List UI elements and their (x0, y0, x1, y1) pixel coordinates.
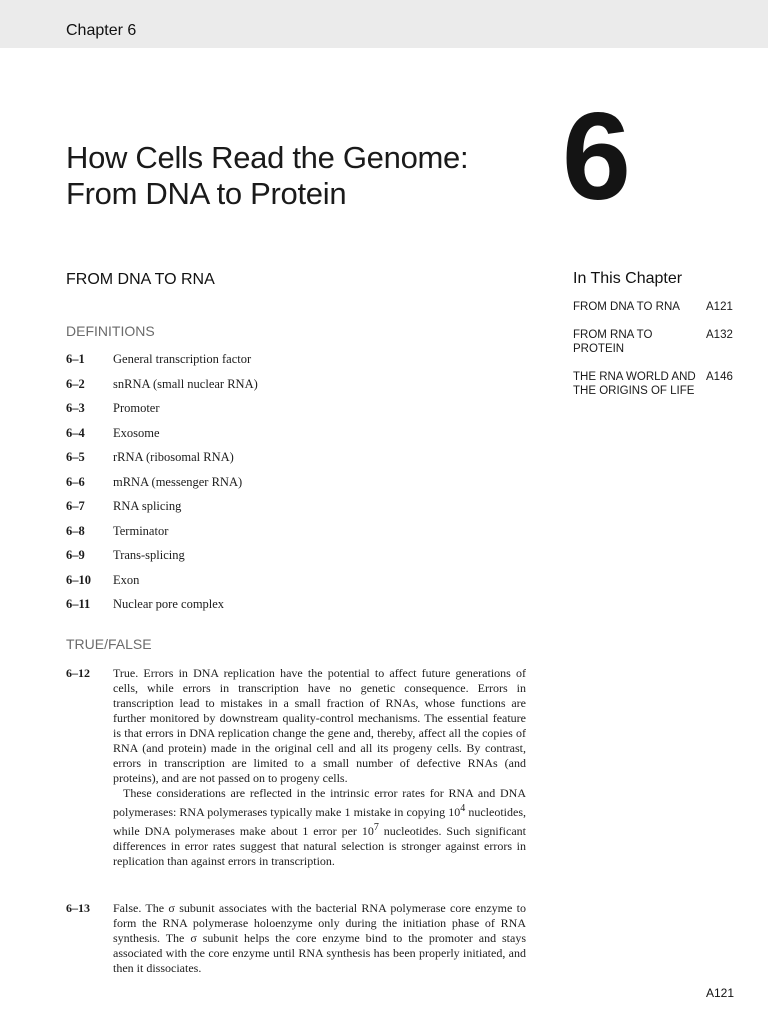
answer-6-13 (66, 901, 526, 976)
definition-number: 6–11 (66, 597, 91, 611)
definition-number: 6–1 (66, 352, 85, 366)
page-number: A121 (706, 986, 735, 1000)
definition-term: mRNA (messenger RNA) (113, 474, 243, 489)
chapter-title-line-1: How Cells Read the Genome: (66, 140, 469, 175)
definition-item (66, 573, 526, 598)
definition-number: 6–3 (66, 401, 85, 415)
answer-body (113, 666, 526, 869)
answer-paragraph: True. Errors in DNA replication have the potential to affect future generations of cells, while errors in transcription have no genetic consequence. Errors in transcription lead to mistakes in a small fraction of RNAs, whose functions are further monitored by downstream quality-control mechanisms. The essential feature is that errors in DNA replication change the gene and, thereby, affect all the copies of RNA (and protein) made in the original cell and all its progeny cells. By contrast, errors in transcription are limited to a small number of defective RNAs (and proteins), and are not passed on to progeny cells. (113, 666, 526, 785)
toc-item[interactable] (573, 370, 743, 398)
answer-paragraph: False. The σ subunit associates with the bacterial RNA polymerase core enzyme to form the RNA polymerase holoenzyme only during the initiation phase of RNA synthesis. The σ subunit helps the core enzyme bind to the promoter and stays associated with the core enzyme until RNA synthesis has been properly initiated, and then it dissociates. (113, 901, 526, 975)
definition-item (66, 426, 526, 451)
answer-text: These considerations are reflected in the intrinsic error rates for RNA and DNA polymerases: RNA polymerases typically make 1 mistake in copying 10 (113, 786, 526, 819)
chapter-title-line-2: From DNA to Protein (66, 176, 347, 211)
toc-item-label: FROM RNA TO PROTEIN (573, 329, 653, 355)
definition-item (66, 401, 526, 426)
definition-number: 6–4 (66, 425, 85, 440)
answer-text: nucleotides, while DNA polymerases make about 1 error per 10 (113, 805, 527, 838)
toc-item-label: FROM DNA TO RNA (573, 301, 680, 313)
definition-item (66, 377, 526, 402)
answer-body (113, 901, 526, 976)
definition-number: 6–10 (66, 572, 91, 587)
in-this-chapter (573, 270, 743, 412)
definitions-heading: DEFINITIONS (66, 323, 155, 339)
definition-item (66, 352, 526, 377)
definition-number: 6–9 (66, 548, 85, 562)
exponent: 4 (460, 803, 466, 814)
definition-term: General transcription factor (113, 352, 252, 366)
answer-number: 6–13 (66, 901, 90, 915)
answer-text: nucleotides. Such significant differences in error rates suggest that natural selection is stronger against errors in replication than against errors in transcription. (113, 824, 526, 868)
toc-item-label: THE RNA WORLD AND THE ORIGINS OF LIFE (573, 371, 696, 397)
in-this-chapter-title: In This Chapter (573, 270, 683, 287)
definition-term: Exon (113, 572, 140, 587)
definition-item (66, 597, 526, 622)
chapter-number: 6 (562, 88, 627, 226)
definition-term: Promoter (113, 401, 160, 415)
definitions-list (66, 352, 526, 622)
exponent: 7 (373, 822, 379, 833)
toc-item-page: A146 (706, 371, 733, 383)
definition-term: Trans-splicing (113, 548, 185, 562)
toc-item-page: A132 (706, 329, 733, 341)
definition-number: 6–2 (66, 376, 85, 391)
toc-item-page: A121 (706, 301, 733, 313)
definition-number: 6–5 (66, 450, 85, 464)
true-false-heading: TRUE/FALSE (66, 636, 152, 652)
answer-paragraph (113, 786, 526, 869)
definition-number: 6–6 (66, 474, 85, 489)
definition-item (66, 475, 526, 500)
definition-number: 6–7 (66, 499, 85, 513)
definition-term: rRNA (ribosomal RNA) (113, 450, 234, 464)
definition-term: Exosome (113, 425, 160, 440)
definition-number: 6–8 (66, 523, 85, 538)
definition-term: snRNA (small nuclear RNA) (113, 376, 258, 391)
toc-item[interactable] (573, 300, 743, 314)
definition-term: RNA splicing (113, 499, 182, 513)
chapter-title (66, 140, 536, 212)
definition-item (66, 524, 526, 549)
answer-number: 6–12 (66, 666, 90, 680)
definition-item (66, 548, 526, 573)
definition-term: Terminator (113, 523, 169, 538)
chapter-label: Chapter 6 (66, 22, 137, 39)
answer-6-12 (66, 666, 526, 869)
definition-item (66, 499, 526, 524)
toc-item[interactable] (573, 328, 743, 356)
section-heading: FROM DNA TO RNA (66, 271, 215, 288)
definition-term: Nuclear pore complex (113, 597, 225, 611)
definition-item (66, 450, 526, 475)
